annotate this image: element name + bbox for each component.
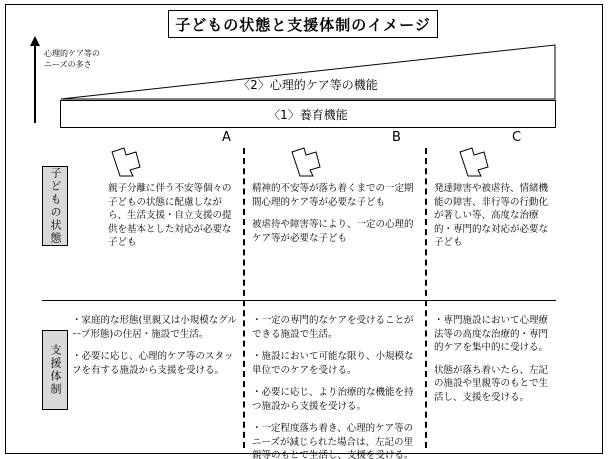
pyramid-base-label: 〈1〉養育機能 [60,100,556,128]
row-divider [42,300,556,301]
column-separator-bc [425,148,427,448]
support-text-a [72,314,238,377]
down-arrow-icon-c [458,146,492,178]
column-letter-b: B [392,130,401,145]
row-label-support-system: 支援体制 [42,330,68,410]
needs-axis-arrow-icon [34,45,36,123]
state-text-a-item: 親子分離に伴う不安等個々の子どもの状態に配慮しながら、生活支援・自立支援の提供を基本とした対応が必要な子ども [108,183,232,248]
state-text-c-item: 発達障害や被虐待、情緒機能の障害、非行等の行動化が著しい等、高度な治療的・専門的な対応が必要な子ども [434,183,549,248]
support-text-b-item: ・一定の専門的なケアを受けることができる施設で生活。 [252,315,414,340]
row-label-child-state: 子どもの状態 [42,166,68,246]
support-text-b [252,314,418,459]
support-text-c-item: ・専門施設において心理療法等の高度な治療的・専門的ケアを集中的に受ける。 [434,315,549,353]
support-text-a-item: ・必要に応じ、心理的ケア等のスタッフを有する施設から支援を受ける。 [72,351,234,376]
needs-axis-label: 心理的ケア等の ニーズの多さ [44,49,100,69]
state-text-b [252,182,414,245]
state-text-a [108,182,236,250]
column-separator-ab [243,148,245,448]
support-text-b-item: ・一定程度落ち着き、心理的ケア等のニーズが減じられた場合は、左記の里親等のもとで生活し、支援を受ける。 [252,423,414,459]
state-text-c [434,182,554,250]
state-text-b-item: 被虐待や障害等により、一定の心理的ケア等が必要な子ども [252,219,414,244]
down-arrow-icon-a [110,146,144,178]
support-text-c [434,314,554,404]
down-arrow-icon-b [290,146,324,178]
support-text-b-item: ・施設において可能な限り、小規模な単位でのケアを受ける。 [252,351,414,376]
state-text-b-item: 精神的不安等が落ち着くまでの一定期間心理的ケア等が必要な子ども [252,183,414,208]
support-text-a-item: ・家庭的な形態(里親又は小規模なグループ形態)の住居・施設で生活。 [72,315,237,340]
column-letter-c: C [512,130,522,145]
page-title: 子どもの状態と支援体制のイメージ [168,10,438,38]
column-letter-a: A [222,130,231,145]
support-text-b-item: ・必要に応じ、より治療的な機能を持つ施設から支援を受ける。 [252,387,414,412]
support-text-c-item: 状態が落ち着いたら、左記の施設や里親等のもとで生活し、支援を受ける。 [434,364,549,403]
pyramid-upper-label: 〈2〉心理的ケア等の機能 [238,78,378,92]
